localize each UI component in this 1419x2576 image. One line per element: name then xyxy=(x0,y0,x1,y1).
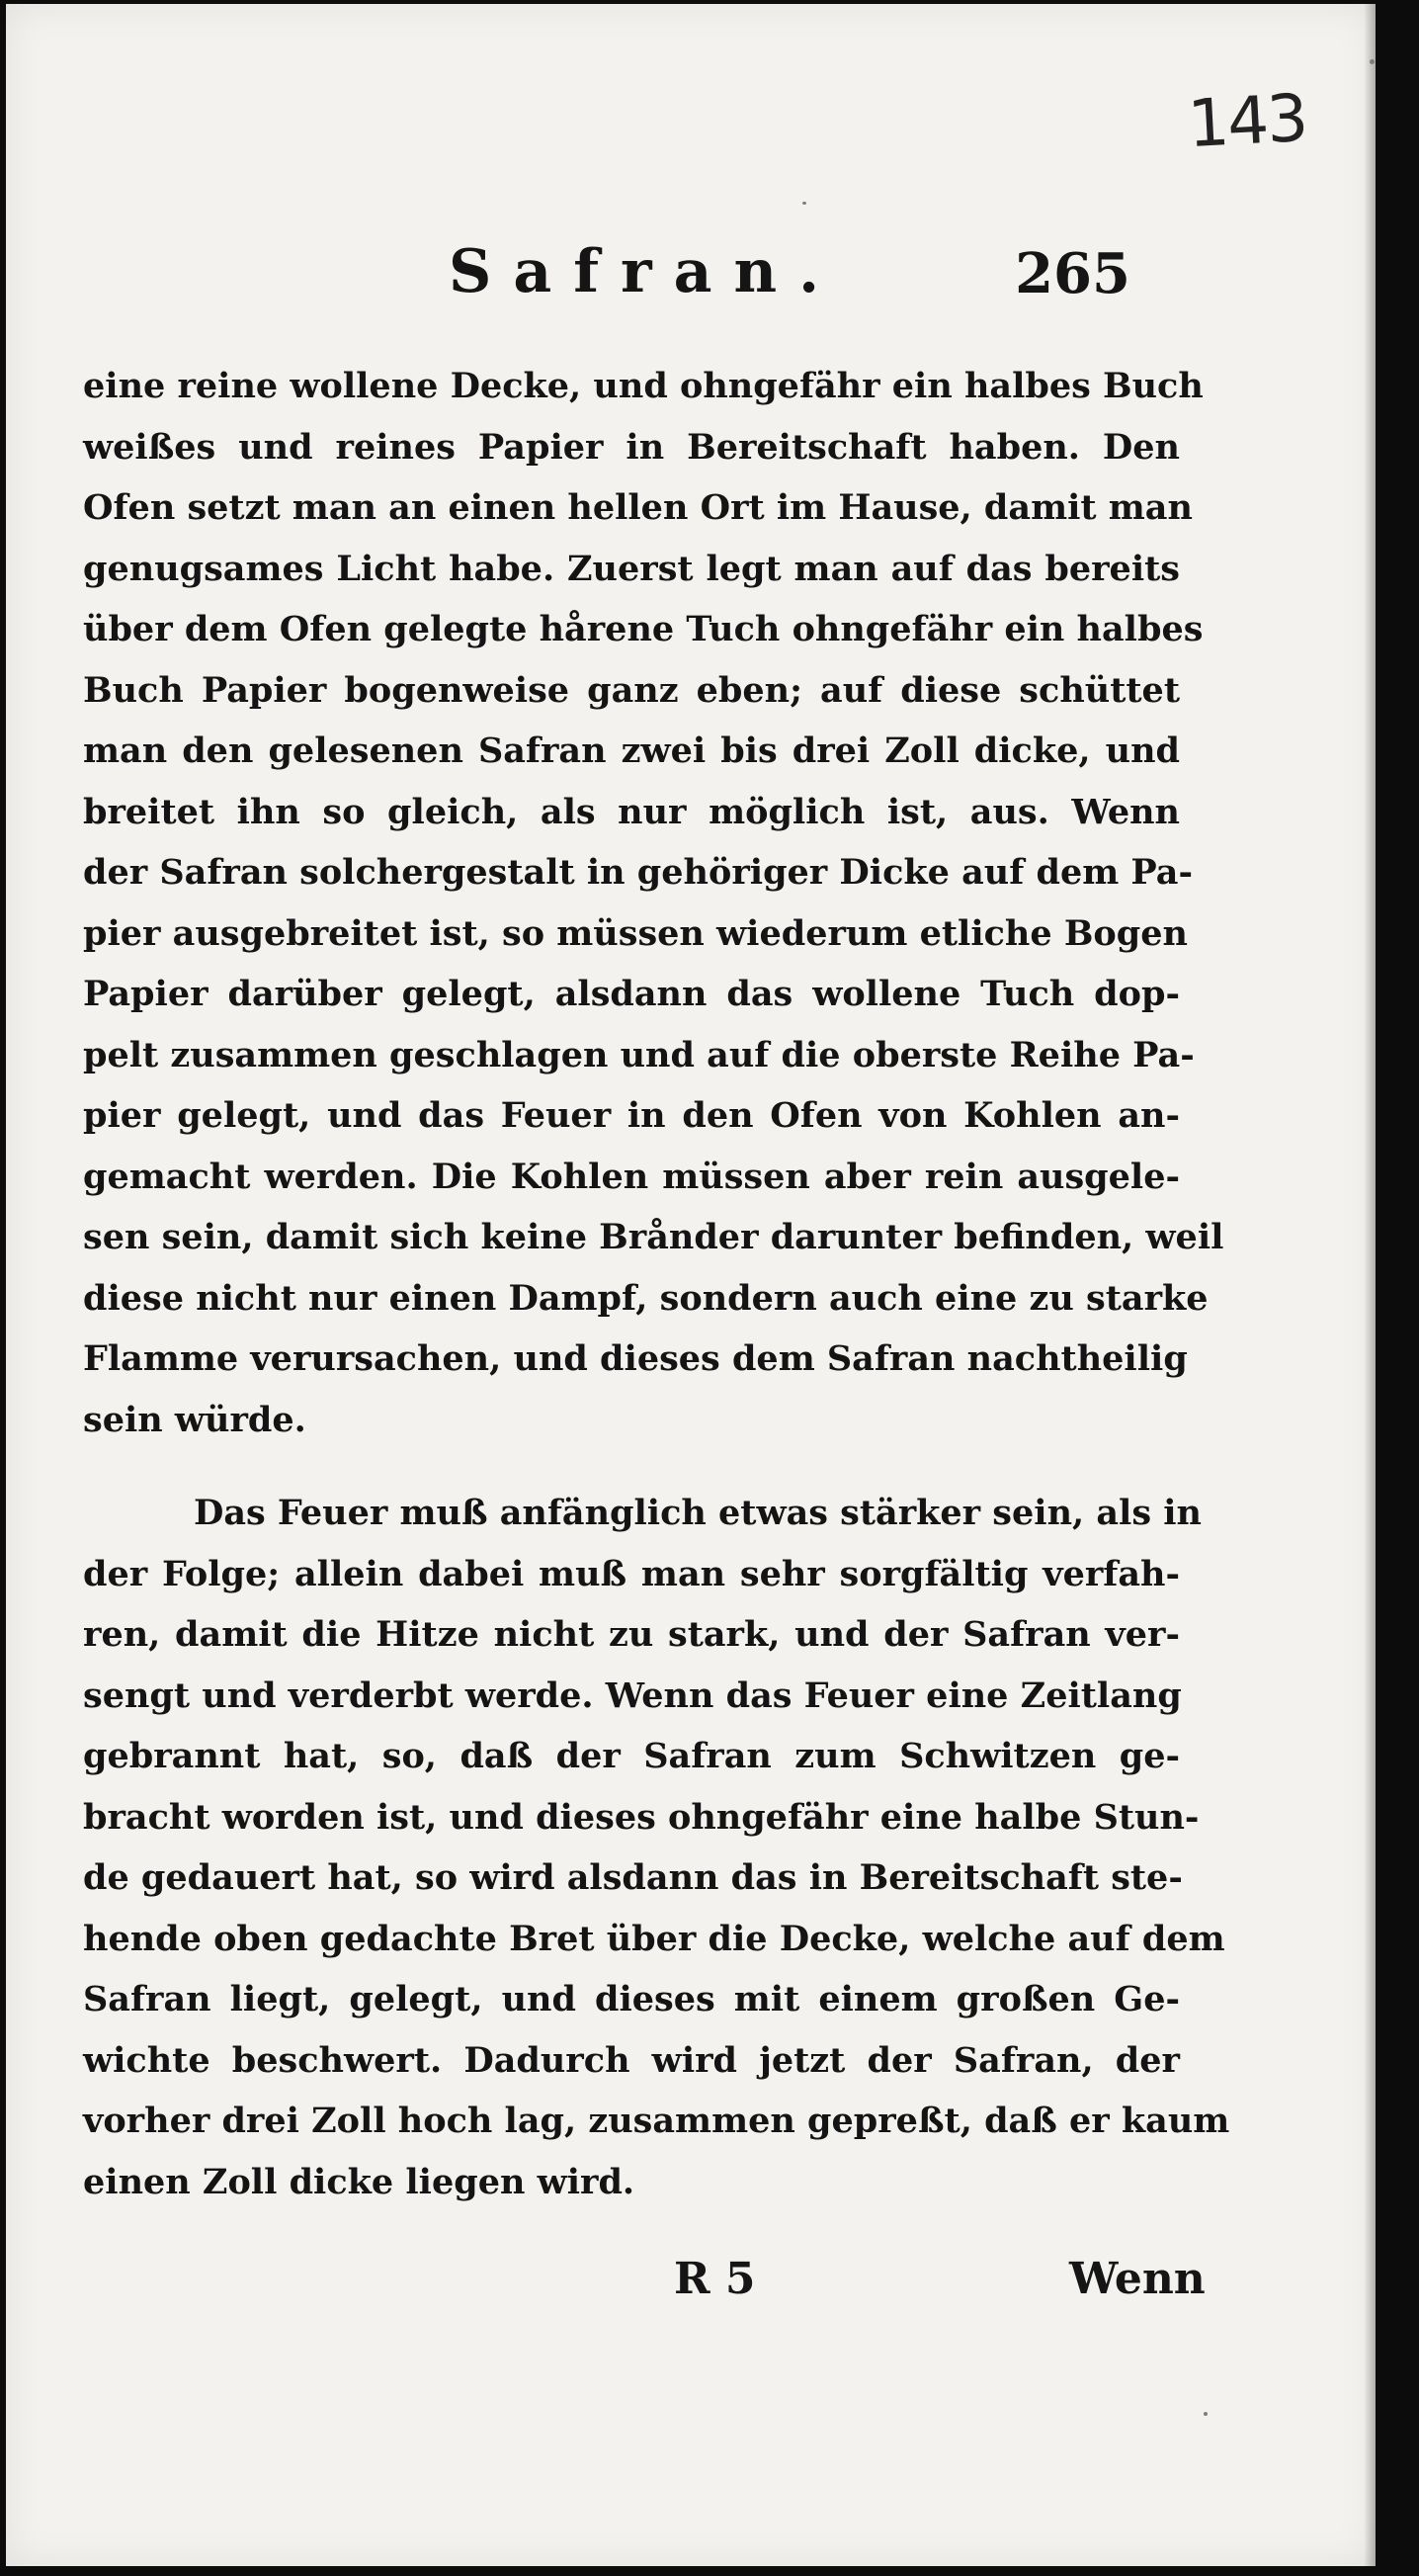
running-header xyxy=(449,237,1130,306)
text-line: über dem Ofen gelegte hårene Tuch ohngefähr ein halbes xyxy=(83,609,1204,649)
catchword: Wenn xyxy=(1069,2254,1206,2304)
handwritten-folio-number: 143 xyxy=(1186,79,1308,163)
text-line: wichte beschwert. Dadurch wird jetzt der Safran, der xyxy=(83,2039,1180,2081)
text-line: hende oben gedachte Bret über die Decke, welche auf dem xyxy=(83,1918,1225,1959)
text-line: der Safran solchergestalt in gehöriger Dicke auf dem Pa- xyxy=(83,852,1194,893)
text-line: Buch Papier bogenweise ganz eben; auf diese schüttet xyxy=(83,669,1180,711)
text-line: vorher drei Zoll hoch lag, zusammen gepreßt, daß er kaum xyxy=(83,2101,1230,2141)
running-title: Safran. xyxy=(449,237,842,306)
text-line: Safran liegt, gelegt, und dieses mit einem großen Ge- xyxy=(83,1979,1180,2019)
text-line: pier gelegt, und das Feuer in den Ofen von Kohlen an- xyxy=(83,1095,1180,1136)
text-line: sengt und verderbt werde. Wenn das Feuer eine Zeitlang xyxy=(83,1674,1182,1716)
text-line: breitet ihn so gleich, als nur möglich ist, aus. Wenn xyxy=(83,791,1180,832)
text-line: bracht worden ist, und dieses ohngefähr eine halbe Stun- xyxy=(83,1796,1200,1838)
text-line: genugsames Licht habe. Zuerst legt man auf das bereits xyxy=(83,548,1180,589)
text-line: pelt zusammen geschlagen und auf die oberste Reihe Pa- xyxy=(83,1034,1195,1075)
book-page xyxy=(6,4,1376,2566)
paragraph-1 xyxy=(83,356,1224,1450)
text-line: sen sein, damit sich keine Brånder darunter befinden, weil xyxy=(83,1217,1224,1257)
text-line: gemacht werden. Die Kohlen müssen aber rein ausgele- xyxy=(83,1156,1180,1197)
text-line: Flamme verursachen, und dieses dem Safran nachtheilig xyxy=(83,1338,1188,1379)
text-line: sein würde. xyxy=(83,1399,306,1440)
text-line: gebrannt hat, so, daß der Safran zum Schwitzen ge- xyxy=(83,1736,1180,1776)
page-number: 265 xyxy=(1015,241,1130,306)
paragraph-2 xyxy=(83,1483,1230,2212)
text-line: diese nicht nur einen Dampf, sondern auch eine zu starke xyxy=(83,1277,1209,1319)
text-line: de gedauert hat, so wird alsdann das in Bereitschaft ste- xyxy=(83,1857,1183,1898)
text-line: Ofen setzt man an einen hellen Ort im Hause, damit man xyxy=(83,487,1193,528)
page-edge-shadow xyxy=(1364,4,1376,2566)
paper-speck xyxy=(802,202,806,205)
signature-mark: R 5 xyxy=(674,2254,756,2304)
paper-speck xyxy=(1370,59,1375,64)
text-line: ren, damit die Hitze nicht zu stark, und der Safran ver- xyxy=(83,1614,1180,1655)
text-line: Das Feuer muß anfänglich etwas stärker sein, als in xyxy=(194,1493,1202,1533)
text-line: eine reine wollene Decke, und ohngefähr ein halbes Buch xyxy=(83,366,1204,406)
text-line: man den gelesenen Safran zwei bis drei Zoll dicke, und xyxy=(83,730,1180,771)
paper-speck xyxy=(1204,2412,1208,2416)
page-footer xyxy=(6,2254,1376,2313)
text-line: der Folge; allein dabei muß man sehr sorgfältig verfah- xyxy=(83,1553,1180,1594)
text-line: pier ausgebreitet ist, so müssen wiederum etliche Bogen xyxy=(83,912,1188,954)
text-line: weißes und reines Papier in Bereitschaft haben. Den xyxy=(83,426,1180,468)
text-line: einen Zoll dicke liegen wird. xyxy=(83,2161,635,2202)
text-line: Papier darüber gelegt, alsdann das wollene Tuch dop- xyxy=(83,974,1180,1014)
